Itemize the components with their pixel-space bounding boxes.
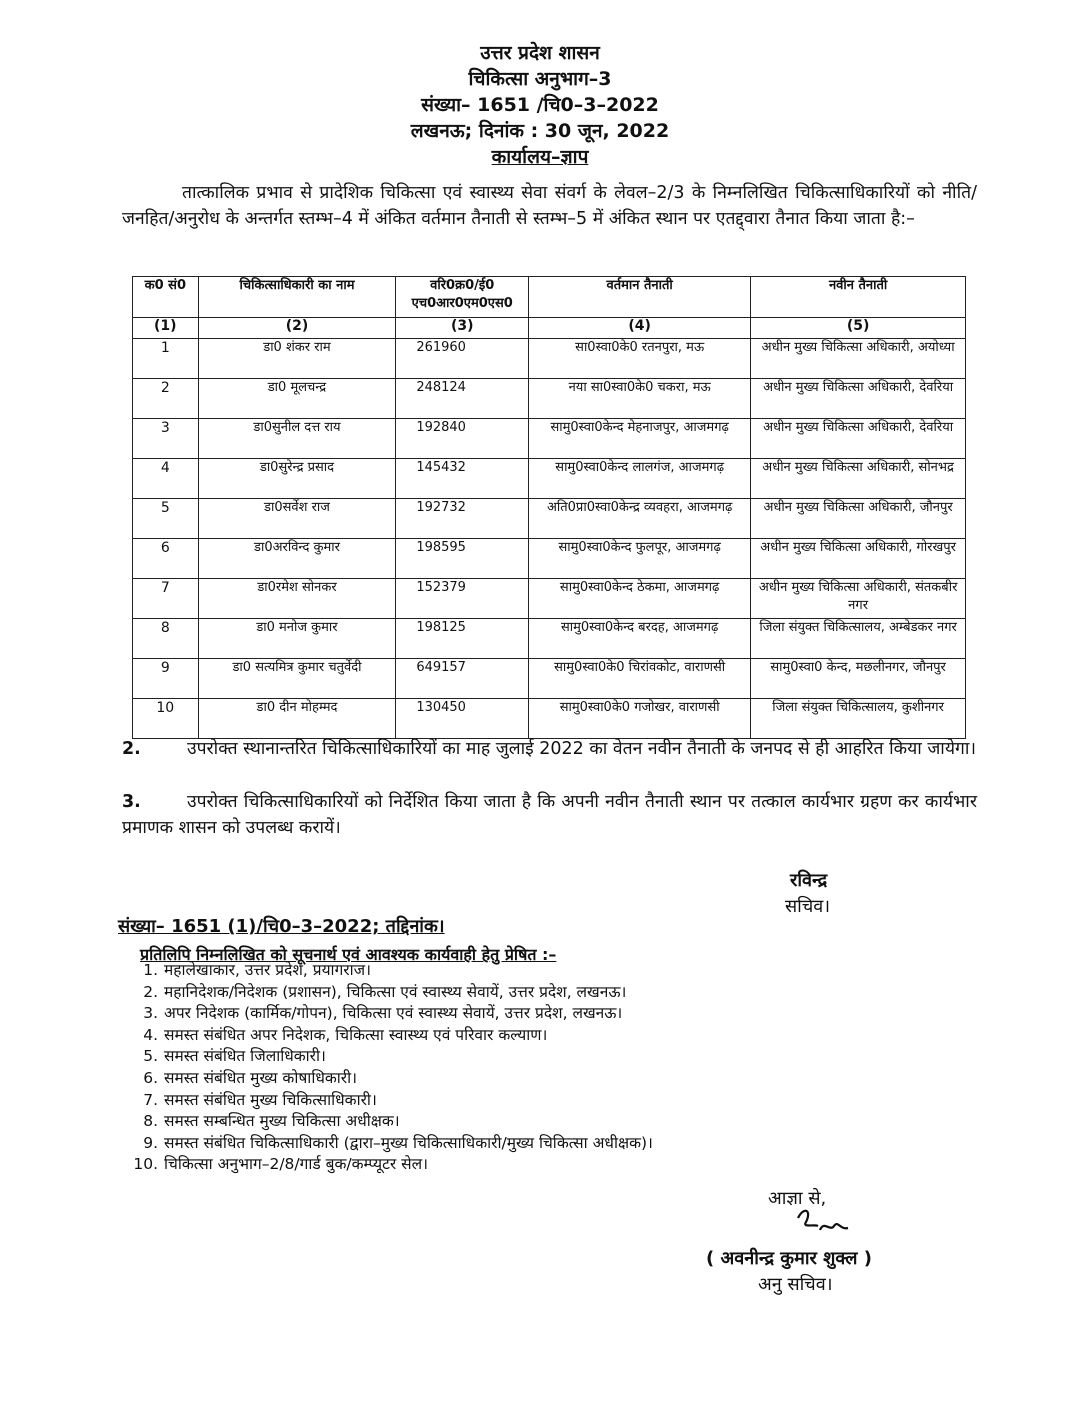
paragraph-3: [122, 789, 977, 841]
order-number: संख्या– 1651 /चि0–3–2022: [421, 94, 659, 116]
signatory1-name: रविन्द्र: [790, 870, 828, 891]
table-row: [133, 379, 966, 419]
cell-current: सा0स्वा0के0 रतनपुरा, मऊ: [529, 339, 751, 379]
col-num: (4): [529, 318, 751, 339]
cell-new: अधीन मुख्य चिकित्सा अधिकारी, जौनपुर: [751, 499, 966, 539]
cell-current: सामु0स्वा0केन्द फुलपूर, आजमगढ़: [529, 539, 751, 579]
list-item: [130, 1025, 653, 1047]
cell-sno: 1: [133, 339, 199, 379]
signatory2-designation: अनु सचिव।: [758, 1274, 833, 1295]
list-item-text: चिकित्सा अनुभाग–2/8/गार्ड बुक/कम्प्यूटर सेल।: [164, 1155, 429, 1174]
cell-new: जिला संयुक्त चिकित्सालय, अम्बेडकर नगर: [751, 619, 966, 659]
list-item: [130, 1111, 653, 1133]
header-code: वरि0क्र0/ई0 एच0आर0एम0एस0: [396, 277, 529, 318]
list-item: [130, 982, 653, 1004]
cell-sno: 10: [133, 699, 199, 739]
para2-text: उपरोक्त स्थानान्तरित चिकित्साधिकारियों का माह जुलाई 2022 का वेतन नवीन तैनाती के जनपद से ही आहरित किया जायेगा।: [187, 739, 976, 759]
cell-name: डा0 मनोज कुमार: [198, 619, 396, 659]
table-row: [133, 619, 966, 659]
cell-current: सामु0स्वा0केन्द ठेकमा, आजमगढ़: [529, 579, 751, 619]
cell-current: अति0प्रा0स्वा0केन्द्र व्यवहरा, आजमगढ़: [529, 499, 751, 539]
cell-name: डा0 दीन मोहम्मद: [198, 699, 396, 739]
section-title: चिकित्सा अनुभाग–3: [468, 68, 612, 90]
list-item-text: समस्त संबंधित चिकित्साधिकारी (द्वारा–मुख्य चिकित्साधिकारी/मुख्य चिकित्सा अधीक्षक)।: [164, 1133, 653, 1152]
cell-current: सामु0स्वा0केन्द लालगंज, आजमगढ़: [529, 459, 751, 499]
col-num: (3): [396, 318, 529, 339]
order-date: लखनऊ; दिनांक : 30 जून, 2022: [410, 120, 670, 142]
header-name: चिकित्साधिकारी का नाम: [198, 277, 396, 318]
intro-paragraph: [122, 180, 977, 232]
cell-new: जिला संयुक्त चिकित्सालय, कुशीनगर: [751, 699, 966, 739]
cell-name: डा0अरविन्द कुमार: [198, 539, 396, 579]
cell-sno: 6: [133, 539, 199, 579]
cell-new: अधीन मुख्य चिकित्सा अधिकारी, देवरिया: [751, 419, 966, 459]
list-item-text: समस्त संबंधित अपर निदेशक, चिकित्सा स्वास्थ्य एवं परिवार कल्याण।: [164, 1025, 548, 1044]
cell-sno: 7: [133, 579, 199, 619]
list-item: [130, 1003, 653, 1025]
cell-code: 261960: [396, 339, 529, 379]
document-type: कार्यालय–ज्ञाप: [491, 146, 589, 168]
para2-number: 2.: [122, 739, 141, 759]
list-item-number: 4.: [143, 1025, 158, 1044]
cell-name: डा0सुनील दत्त राय: [198, 419, 396, 459]
paragraph-2: [122, 736, 977, 762]
column-number-row: [133, 318, 966, 339]
list-item-text: अपर निदेशक (कार्मिक/गोपन), चिकित्सा एवं स्वास्थ्य सेवायें, उत्तर प्रदेश, लखनऊ।: [164, 1004, 623, 1023]
table-row: [133, 419, 966, 459]
list-item: [130, 960, 653, 982]
transfer-table: [132, 276, 966, 739]
reference-line: संख्या– 1651 (1)/चि0–3–2022; तद्दिनांक।: [118, 916, 445, 937]
cell-sno: 9: [133, 659, 199, 699]
cell-code: 198125: [396, 619, 529, 659]
list-item-number: 6.: [143, 1068, 158, 1087]
list-item-number: 3.: [143, 1004, 158, 1023]
list-item: [130, 1090, 653, 1112]
list-item-text: समस्त संबंधित मुख्य कोषाधिकारी।: [164, 1068, 358, 1087]
para3-number: 3.: [122, 792, 141, 812]
cell-sno: 3: [133, 419, 199, 459]
cell-name: डा0 शंकर राम: [198, 339, 396, 379]
cell-sno: 5: [133, 499, 199, 539]
list-item-number: 10.: [133, 1155, 158, 1174]
cell-code: 198595: [396, 539, 529, 579]
list-item-text: समस्त संबंधित जिलाधिकारी।: [164, 1047, 326, 1066]
cell-code: 649157: [396, 659, 529, 699]
by-order-text: आज्ञा से,: [768, 1188, 827, 1209]
copy-list: [130, 960, 653, 1176]
list-item: [130, 1068, 653, 1090]
table-row: [133, 339, 966, 379]
list-item: [130, 1133, 653, 1155]
cell-new: सामु0स्वा0 केन्द, मछलीनगर, जौनपुर: [751, 659, 966, 699]
header-new: नवीन तैनाती: [751, 277, 966, 318]
table-row: [133, 579, 966, 619]
cell-current: सामु0स्वा0केन्द मेहनाजपुर, आजमगढ़: [529, 419, 751, 459]
list-item-number: 9.: [143, 1133, 158, 1152]
cell-sno: 4: [133, 459, 199, 499]
cell-new: अधीन मुख्य चिकित्सा अधिकारी, संतकबीर नगर: [751, 579, 966, 619]
table-row: [133, 659, 966, 699]
cell-code: 152379: [396, 579, 529, 619]
header-sno: क0 सं0: [133, 277, 199, 318]
list-item-text: समस्त संबंधित मुख्य चिकित्साधिकारी।: [164, 1090, 377, 1109]
cell-current: सामु0स्वा0के0 गजोखर, वाराणसी: [529, 699, 751, 739]
document-header: [0, 40, 1080, 170]
signatory1-designation: सचिव।: [785, 896, 831, 917]
list-item: [130, 1154, 653, 1176]
handwritten-signature: [794, 1204, 854, 1244]
cell-new: अधीन मुख्य चिकित्सा अधिकारी, सोनभद्र: [751, 459, 966, 499]
cell-current: सामु0स्वा0केन्द बरदह, आजमगढ़: [529, 619, 751, 659]
intro-text: तात्कालिक प्रभाव से प्रादेशिक चिकित्सा एवं स्वास्थ्य सेवा संवर्ग के लेवल–2/3 के निम्नलिखित चिकित्साधिकारियों को नीति/जनहित/अनुरोध के अन्तर्गत स्तम्भ–4 में अंकित वर्तमान तैनाती से स्तम्भ–5 में अंकित स्थान पर एतद्द्वारा तैनात किया जाता है:–: [122, 183, 977, 229]
cell-name: डा0 सत्यमित्र कुमार चतुर्वेदी: [198, 659, 396, 699]
cell-new: अधीन मुख्य चिकित्सा अधिकारी, देवरिया: [751, 379, 966, 419]
col-num: (2): [198, 318, 396, 339]
cell-new: अधीन मुख्य चिकित्सा अधिकारी, गोरखपुर: [751, 539, 966, 579]
cell-sno: 8: [133, 619, 199, 659]
col-num: (5): [751, 318, 966, 339]
list-item-number: 8.: [143, 1112, 158, 1131]
cell-name: डा0रमेश सोनकर: [198, 579, 396, 619]
list-item-number: 7.: [143, 1090, 158, 1109]
table-row: [133, 699, 966, 739]
list-item-text: महालेखाकार, उत्तर प्रदेश, प्रयागराज।: [164, 961, 372, 979]
copy-heading: प्रतिलिपि निम्नलिखित को सूचनार्थ एवं आवश्यक कार्यवाही हेतु प्रेषित :–: [140, 945, 557, 964]
para3-text: उपरोक्त चिकित्साधिकारियों को निर्देशित किया जाता है कि अपनी नवीन तैनाती स्थान पर तत्काल कार्यभार ग्रहण कर कार्यभार प्रमाणक शासन को उपलब्ध करायें।: [122, 792, 977, 838]
cell-new: अधीन मुख्य चिकित्सा अधिकारी, अयोध्या: [751, 339, 966, 379]
cell-code: 192840: [396, 419, 529, 459]
col-num: (1): [133, 318, 199, 339]
cell-name: डा0सुरेन्द्र प्रसाद: [198, 459, 396, 499]
cell-code: 248124: [396, 379, 529, 419]
list-item-number: 2.: [143, 982, 158, 1001]
cell-sno: 2: [133, 379, 199, 419]
table-header-row: [133, 277, 966, 318]
table-row: [133, 459, 966, 499]
table-row: [133, 499, 966, 539]
cell-code: 145432: [396, 459, 529, 499]
cell-name: डा0 मूलचन्द्र: [198, 379, 396, 419]
list-item-text: महानिदेशक/निदेशक (प्रशासन), चिकित्सा एवं स्वास्थ्य सेवायें, उत्तर प्रदेश, लखनऊ।: [164, 982, 627, 1001]
cell-current: सामु0स्वा0के0 चिरांवकोट, वाराणसी: [529, 659, 751, 699]
cell-code: 192732: [396, 499, 529, 539]
header-current: वर्तमान तैनाती: [529, 277, 751, 318]
cell-current: नया सा0स्वा0के0 चकरा, मऊ: [529, 379, 751, 419]
list-item-text: समस्त सम्बन्धित मुख्य चिकित्सा अधीक्षक।: [164, 1112, 400, 1131]
govt-title: उत्तर प्रदेश शासन: [480, 42, 600, 64]
cell-name: डा0सर्वेश राज: [198, 499, 396, 539]
signatory2-name: ( अवनीन्द्र कुमार शुक्ल ): [706, 1248, 872, 1269]
list-item: [130, 1046, 653, 1068]
list-item-number: 5.: [143, 1047, 158, 1066]
table-row: [133, 539, 966, 579]
cell-code: 130450: [396, 699, 529, 739]
list-item-number: 1.: [143, 961, 158, 979]
